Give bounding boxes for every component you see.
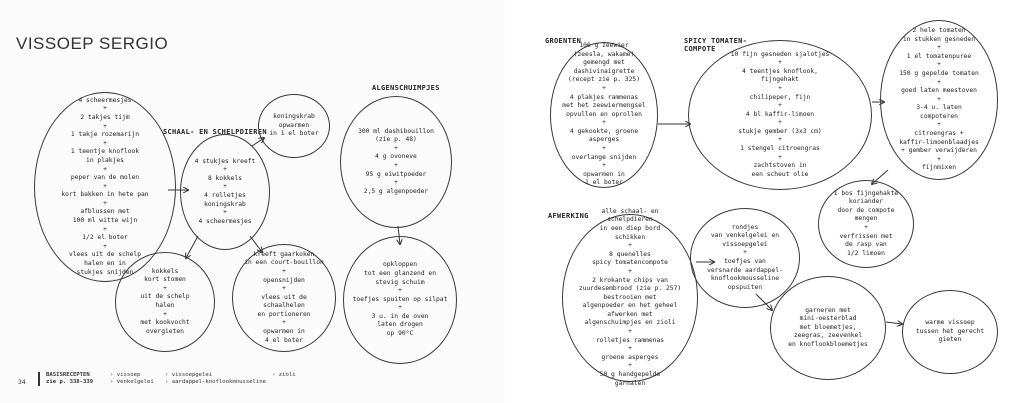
- footer-refs-col1: › vissoep › venkelgelei: [110, 372, 154, 385]
- footer-refs-col2: › vissoepgelei › aardappel-knoflookmousseline: [165, 372, 267, 385]
- page-number: 34: [18, 378, 26, 386]
- step-garneren: garneren met mini-oesterblad met bloemetjes, zeegras, zeevenkel en knoflookbloemetjes: [770, 276, 886, 380]
- label-schaal-en-schelpdieren: SCHAAL- EN SCHELPDIEREN: [163, 128, 267, 136]
- step-kreeft-gaarkoken: kreeft gaarkoken in een court-bouillon + opensnijden + vlees uit de schaalhelen en portioneren + opwarmen in 4 el boter: [232, 244, 336, 352]
- footer-divider: [38, 372, 40, 386]
- footer-refs-col3: › zioli: [272, 372, 296, 378]
- step-gelei-rondjes: rondjes van venkelgelei en vissoepgelei + toefjes van versnarde aardappel- knoflookmousseline opspuiten: [690, 208, 800, 308]
- step-sjalotjes-stoven: 10 fijn gesneden sjalotjes + 4 teentjes knoflook, fijngehakt + chilipeper, fijn + 4 bl kaffir-limoen + stukje gember (3x3 cm) + 1 stengel citroengras + zachtstoven in een scheut olie: [688, 40, 872, 190]
- step-soep-gieten: warme vissoep tussen het gerecht gieten: [902, 290, 998, 374]
- label-afwerking: AFWERKING: [548, 212, 589, 220]
- label-groenten: GROENTEN: [545, 37, 582, 45]
- step-bord-schikken: alle schaal- en schelpdieren in een diep bord schikken + 8 quenelles spicy tomatencompote + 2 krokante chips van zuurdesembrood (zie p. 257) bestrooien met algenpoeder en het geheel afwerken met algenschuimpjes en zioli + rolletjes rammenas + groene asperges + 50 g handgepelde garnalen: [562, 214, 698, 382]
- step-scheermesjes-bakken: 4 scheermesjes + 2 takjes tijm + 1 takje rozemarijn + 1 teentje knoflook in plakjes + peper van de molen + kort bakken in hete pan + afblussen met 100 ml witte wijn + 1/2 el boter + vlees uit de schelp halen en in stukjes snijden: [34, 92, 176, 282]
- step-koriander-mengen: 1 bos fijngehakte koriander door de compote mengen + verfrissen met de rasp van 1/2 limoen: [818, 180, 914, 268]
- recipe-title: VISSOEP SERGIO: [16, 34, 169, 53]
- step-zeewier-rammenas: 100 g zeewier (zeesla, wakame) gemengd met dashivinaigrette (recept zie p. 325) + 4 plakjes rammenas met het zeewiermengsel opvullen en oprollen + 4 gekookte, groene asperges + overlange snijden + opwarmen in 1 el boter: [550, 42, 658, 188]
- step-schaaldieren-samen: 4 stukjes kreeft + 8 kokkels + 4 rolletjes koningskrab + 4 scheermesjes: [180, 134, 270, 250]
- label-algenschuimpjes: ALGENSCHUIMPJES: [372, 84, 440, 92]
- step-schuim-drogen: opkloppen tot een glanzend en stevig schuim + toefjes spuiten op silpat + 3 u. in de oven laten drogen op 90°C: [343, 236, 457, 364]
- step-koningskrab-opwarmen: koningskrab opwarmen in 1 el boter: [258, 94, 330, 158]
- step-kokkels-stomen: kokkels kort stomen + uit de schelp halen + met kookvocht overgieten: [115, 252, 215, 352]
- step-algen-basis: 300 ml dashibouillon (zie p. 48) + 4 g ovoneve + 95 g eiwitpoeder + 2,5 g algenpoeder: [340, 96, 452, 228]
- step-tomaten-compoteren: 2 hele tomaten in stukken gesneden + 1 el tomatenpuree + 150 g gepelde tomaten + goed laten meestoven + 3-4 u. laten compoteren + citroengras + kaffir-limoenblaadjes + gember verwijderen + fijnmixen: [880, 20, 998, 180]
- label-spicy-tomatencompote: SPICY TOMATEN- COMPOTE: [684, 37, 748, 53]
- footer-basisrecepten: BASISRECEPTEN zie p. 338-339: [46, 372, 94, 385]
